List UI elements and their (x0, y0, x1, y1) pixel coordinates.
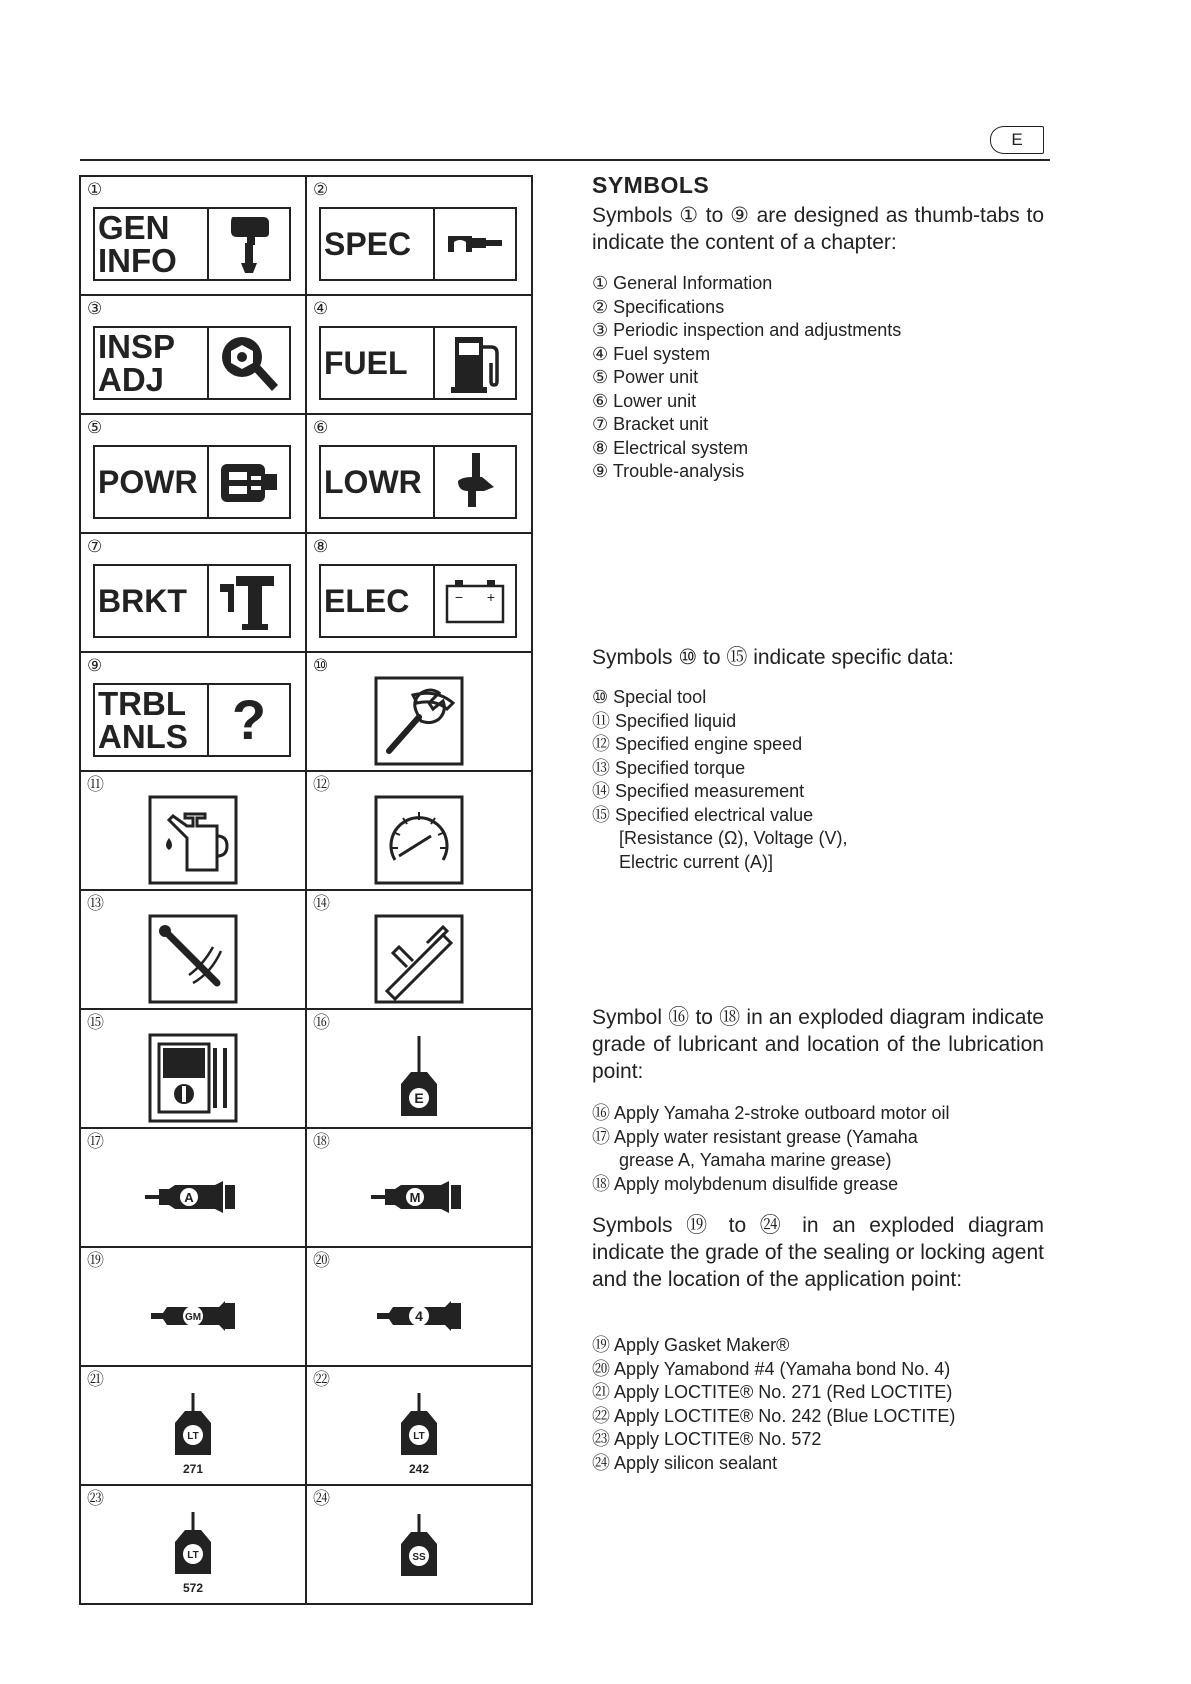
list-item: ⑱ Apply molybdenum disulfide grease (592, 1173, 899, 1194)
tab-label-line1: FUEL (324, 345, 408, 381)
section-1-list (592, 272, 1044, 484)
list-item-continuation: grease A, Yamaha marine grease) (619, 1150, 892, 1170)
list-item: ⑫ Specified engine speed (592, 734, 803, 754)
symbol-number: ⑯ (313, 1013, 330, 1032)
micrometer-icon (435, 209, 515, 279)
list-item: ⑮ Specified electrical value (592, 804, 814, 825)
thumb-tab-gen-info (93, 207, 291, 281)
list-item: ⑪ Specified liquid (592, 710, 737, 731)
symbol-cell-14 (307, 891, 533, 1010)
list-item: ⑤ Power unit (592, 367, 699, 387)
section-3-intro: Symbol ⑯ to ⑱ in an exploded diagram indicate grade of lubricant and location of the lubrication point: (592, 1006, 1044, 1083)
symbol-cell-11 (81, 772, 307, 891)
symbol-number: ⑩ (313, 656, 329, 675)
symbol-cell-3 (81, 296, 307, 415)
list-item: ㉓ Apply LOCTITE® No. 572 (592, 1429, 822, 1449)
symbol-number: ⑨ (87, 656, 103, 675)
thumb-tab-fuel (319, 326, 517, 400)
symbol-number: ⑬ (87, 894, 104, 913)
list-item: ⑯ Apply Yamaha 2-stroke outboard motor oil (592, 1103, 950, 1123)
list-item: ㉑ Apply LOCTITE® No. 271 (Red LOCTITE) (592, 1382, 953, 1402)
section-4-list (592, 1334, 1044, 1475)
silicon-sealant-bottle-icon (399, 1514, 439, 1578)
tachometer-icon (373, 794, 465, 886)
symbol-cell-16 (307, 1010, 533, 1129)
symbol-cell-22 (307, 1367, 533, 1486)
loctite-572-bottle-icon (173, 1512, 213, 1576)
tab-label-line1: ELEC (324, 583, 410, 619)
bond-number: 4 (415, 1307, 423, 1324)
special-tool-icon (373, 675, 465, 767)
symbol-cell-7 (81, 534, 307, 653)
section-1-intro: Symbols ① to ⑨ are designed as thumb-tabs to indicate the content of a chapter: (592, 204, 1044, 254)
list-item: ② Specifications (592, 296, 725, 317)
language-badge (990, 126, 1044, 154)
symbol-number: ⑰ (87, 1132, 104, 1151)
oil-bottle-icon (399, 1036, 439, 1120)
symbol-number: ⑪ (87, 775, 104, 794)
language-letter: E (1011, 130, 1023, 149)
list-item: ③ Periodic inspection and adjustments (592, 320, 902, 340)
symbol-number: ① (87, 180, 103, 199)
thumb-tab-spec (319, 207, 517, 281)
loctite-letters: LT (187, 1430, 199, 1442)
list-item: ⑦ Bracket unit (592, 414, 709, 434)
thumb-tab-brkt (93, 564, 291, 638)
symbol-number: ㉑ (87, 1370, 104, 1389)
outboard-motor-icon (209, 209, 289, 279)
list-item: ⑩ Special tool (592, 687, 707, 707)
grease-m-tube-icon (371, 1181, 467, 1213)
thumb-tab-powr (93, 445, 291, 519)
bracket-unit-icon (209, 566, 289, 636)
tab-label-line2: ADJ (98, 361, 165, 398)
battery-icon (435, 566, 515, 636)
list-item: ㉔ Apply silicon sealant (592, 1452, 778, 1473)
tab-label-line1: INSP (98, 328, 176, 365)
list-item-continuation: Electric current (A)] (619, 851, 774, 872)
oil-can-icon (147, 794, 239, 886)
section-2-intro: Symbols ⑩ to ⑮ indicate specific data: (592, 646, 954, 669)
list-item: ⑳ Apply Yamabond #4 (Yamaha bond No. 4) (592, 1358, 951, 1379)
symbol-number: ② (313, 180, 329, 199)
symbol-number: ⑳ (313, 1251, 330, 1270)
section-3-list (592, 1102, 1044, 1196)
loctite-242-bottle-icon (399, 1393, 439, 1457)
symbol-number: ⑱ (313, 1132, 330, 1151)
symbol-cell-12 (307, 772, 533, 891)
symbol-number: ⑥ (313, 418, 329, 437)
thumb-tab-trbl-anls (93, 683, 291, 757)
fuel-pump-icon (435, 328, 515, 398)
list-item: ⑲ Apply Gasket Maker® (592, 1335, 790, 1355)
silicon-letters: SS (412, 1551, 426, 1563)
yamabond-tube-icon (377, 1301, 461, 1331)
thumb-tab-lowr (319, 445, 517, 519)
grease-a-tube-icon (145, 1181, 241, 1213)
symbol-cell-2 (307, 177, 533, 296)
symbols-heading: SYMBOLS (592, 172, 710, 198)
symbol-cell-5 (81, 415, 307, 534)
section-4-intro: Symbols ⑲ to ㉔ in an exploded diagram indicate the grade of the sealing or locking agent and the location of the application point: (592, 1214, 1044, 1291)
torque-wrench-icon (147, 913, 239, 1005)
symbol-number: ⑧ (313, 537, 329, 556)
loctite-number: 572 (182, 1581, 204, 1595)
symbol-cell-17 (81, 1129, 307, 1248)
symbol-number: ⑭ (313, 894, 330, 913)
symbol-number: ④ (313, 299, 329, 318)
battery-plus-sign: + (486, 589, 496, 605)
symbol-number: ⑤ (87, 418, 103, 437)
tab-label-line1: LOWR (324, 464, 422, 500)
symbol-cell-19 (81, 1248, 307, 1367)
wrench-nut-icon (209, 328, 289, 398)
grease-letter: A (184, 1189, 194, 1205)
symbol-number: ㉔ (313, 1489, 330, 1508)
list-item: ㉒ Apply LOCTITE® No. 242 (Blue LOCTITE) (592, 1405, 956, 1426)
loctite-271-bottle-icon (173, 1393, 213, 1457)
battery-minus-sign: − (454, 589, 464, 605)
tab-label-line1: SPEC (324, 226, 412, 262)
tab-label-line2: INFO (98, 242, 177, 279)
list-item: ① General Information (592, 273, 773, 293)
symbol-cell-9 (81, 653, 307, 772)
section-2-list (592, 686, 1044, 874)
loctite-letters: LT (187, 1549, 199, 1561)
symbol-number: ㉒ (313, 1370, 330, 1389)
list-item: ⑭ Specified measurement (592, 781, 805, 801)
symbol-cell-8 (307, 534, 533, 653)
tab-label-line1: POWR (98, 464, 198, 500)
symbol-number: ⑫ (313, 775, 330, 794)
symbol-cell-18 (307, 1129, 533, 1248)
tab-label-line1: BRKT (98, 583, 187, 619)
symbol-cell-6 (307, 415, 533, 534)
gasket-letters: GM (184, 1311, 202, 1323)
symbol-number: ③ (87, 299, 103, 318)
caliper-icon (373, 913, 465, 1005)
symbol-cell-20 (307, 1248, 533, 1367)
symbol-number: ⑲ (87, 1251, 104, 1270)
symbol-grid (79, 175, 533, 1605)
loctite-number: 242 (408, 1462, 430, 1476)
symbol-cell-21 (81, 1367, 307, 1486)
header-rule (80, 159, 1050, 161)
symbol-cell-13 (81, 891, 307, 1010)
symbol-cell-4 (307, 296, 533, 415)
loctite-letters: LT (413, 1430, 425, 1442)
list-item: ⑰ Apply water resistant grease (Yamaha (592, 1126, 918, 1147)
list-item-continuation: [Resistance (Ω), Voltage (V), (619, 828, 848, 848)
gasket-maker-tube-icon (151, 1301, 235, 1331)
list-item: ⑧ Electrical system (592, 437, 749, 458)
symbol-cell-24 (307, 1486, 533, 1605)
tab-label-line1: TRBL (98, 685, 186, 722)
lower-unit-icon (435, 447, 515, 517)
multimeter-icon (147, 1032, 239, 1124)
symbol-cell-23 (81, 1486, 307, 1605)
oil-letter: E (414, 1089, 424, 1106)
list-item: ⑬ Specified torque (592, 757, 746, 778)
thumb-tab-insp-adj (93, 326, 291, 400)
symbol-number: ㉓ (87, 1489, 104, 1508)
power-unit-icon (209, 447, 289, 517)
tab-label-line2: ANLS (98, 718, 188, 755)
question-mark-icon: ? (231, 688, 267, 751)
tab-label-line1: GEN (98, 209, 170, 246)
symbol-cell-1 (81, 177, 307, 296)
thumb-tab-elec (319, 564, 517, 638)
list-item: ⑨ Trouble-analysis (592, 461, 745, 481)
list-item: ④ Fuel system (592, 343, 711, 364)
symbol-cell-10 (307, 653, 533, 772)
symbol-number: ⑮ (87, 1013, 104, 1032)
list-item: ⑥ Lower unit (592, 390, 697, 411)
loctite-number: 271 (182, 1462, 204, 1476)
symbol-cell-15 (81, 1010, 307, 1129)
symbol-number: ⑦ (87, 537, 103, 556)
grease-letter: M (409, 1189, 421, 1205)
